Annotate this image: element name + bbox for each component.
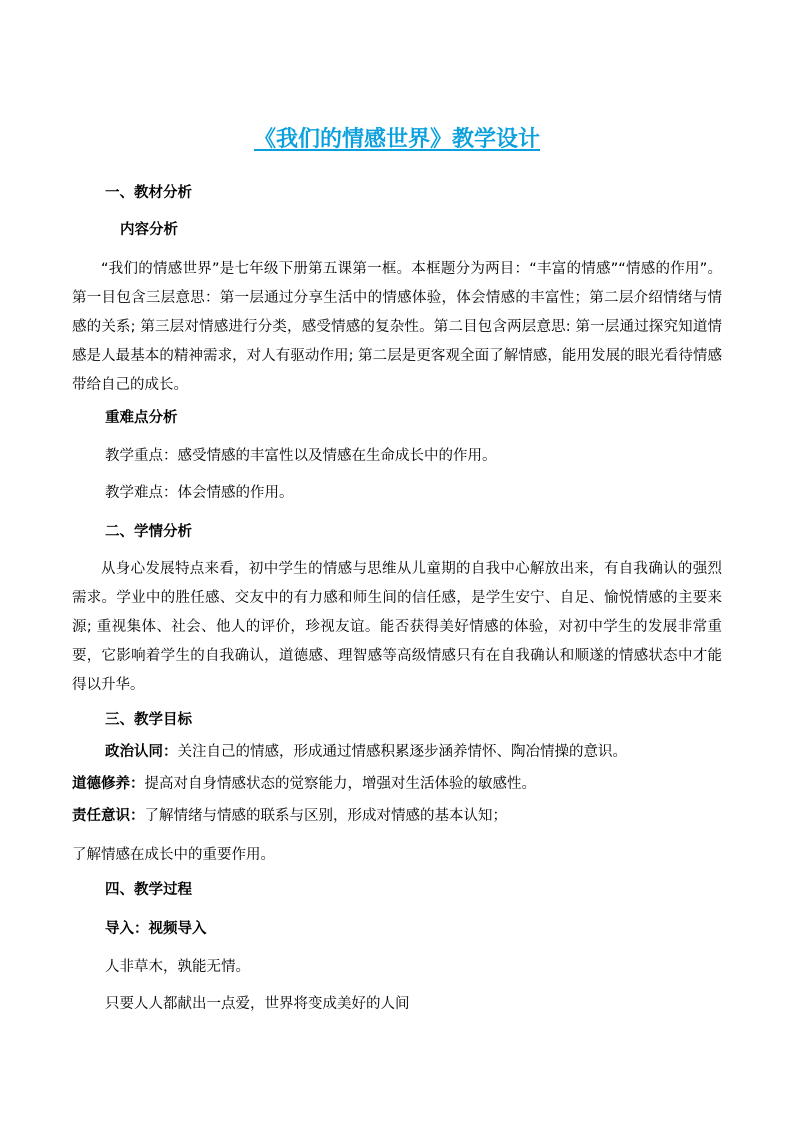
goal-responsibility-label: 责任意识： xyxy=(72,808,145,824)
goal-political-identity-text: 关注自己的情感，形成通过情感积累逐步涵养情怀、陶冶情操的意识。 xyxy=(177,744,627,760)
section-heading-student-analysis: 二、学情分析 xyxy=(105,524,192,540)
subheading-key-difficult-analysis: 重难点分析 xyxy=(105,410,178,426)
section-heading-teaching-process: 四、教学过程 xyxy=(105,882,192,898)
content-analysis-paragraph: “我们的情感世界”是七年级下册第五课第一框。本框题分为两目：“丰富的情感”“情感的作用”。第一目包含三层意思：第一层通过分享生活中的情感体验，体会情感的丰富性；第二层介绍情绪与情感的关系; 第三层对情感进行分类，感受情感的复杂性。第二目包含两层意思: 第一层通过探究知道情感是人最基本的精神需求，对人有驱动作用; 第二层是更客观全面了解情感，能用发展的眼光看待情感带给自己的成长。 xyxy=(72,261,722,393)
document-title: 《我们的情感世界》教学设计 xyxy=(253,127,540,152)
goal-responsibility-text: 了解情绪与情感的联系与区别，形成对情感的基本认知； xyxy=(144,808,507,824)
goal-moral-cultivation-label: 道德修养： xyxy=(72,776,145,792)
process-line-2: 只要人人都献出一点爱，世界将变成美好的人间 xyxy=(105,996,410,1012)
goal-responsibility-continued: 了解情感在成长中的重要作用。 xyxy=(72,847,275,863)
goal-political-identity xyxy=(105,742,627,762)
student-analysis-paragraph: 从身心发展特点来看，初中学生的情感与思维从儿童期的自我中心解放出来，有自我确认的强烈需求。学业中的胜任感、交友中的有力感和师生间的信任感，是学生安宁、自足、愉悦情感的主要来源; 重视集体、社会、他人的评价，珍视友谊。能否获得美好情感的体验，对初中学生的发展非常重要，它影响着学生的自我确认，道德感、理智感等高级情感只有在自我确认和顺遂的情感状态中才能得以升华。 xyxy=(72,561,722,693)
goal-responsibility xyxy=(72,806,507,826)
goal-moral-cultivation-text: 提高对自身情感状态的觉察能力，增强对生活体验的敏感性。 xyxy=(144,776,536,792)
teaching-difficult-point: 教学难点：体会情感的作用。 xyxy=(105,485,294,501)
section-heading-textbook-analysis: 一、教材分析 xyxy=(105,185,192,201)
subheading-content-analysis: 内容分析 xyxy=(120,222,178,238)
process-line-1: 人非草木，孰能无情。 xyxy=(105,959,250,975)
goal-political-identity-label: 政治认同： xyxy=(105,744,178,760)
section-heading-teaching-goals: 三、教学目标 xyxy=(105,712,192,728)
intro-video-label: 导入：视频导入 xyxy=(105,921,207,937)
teaching-key-point: 教学重点：感受情感的丰富性以及情感在生命成长中的作用。 xyxy=(105,448,497,464)
goal-moral-cultivation xyxy=(72,774,536,794)
